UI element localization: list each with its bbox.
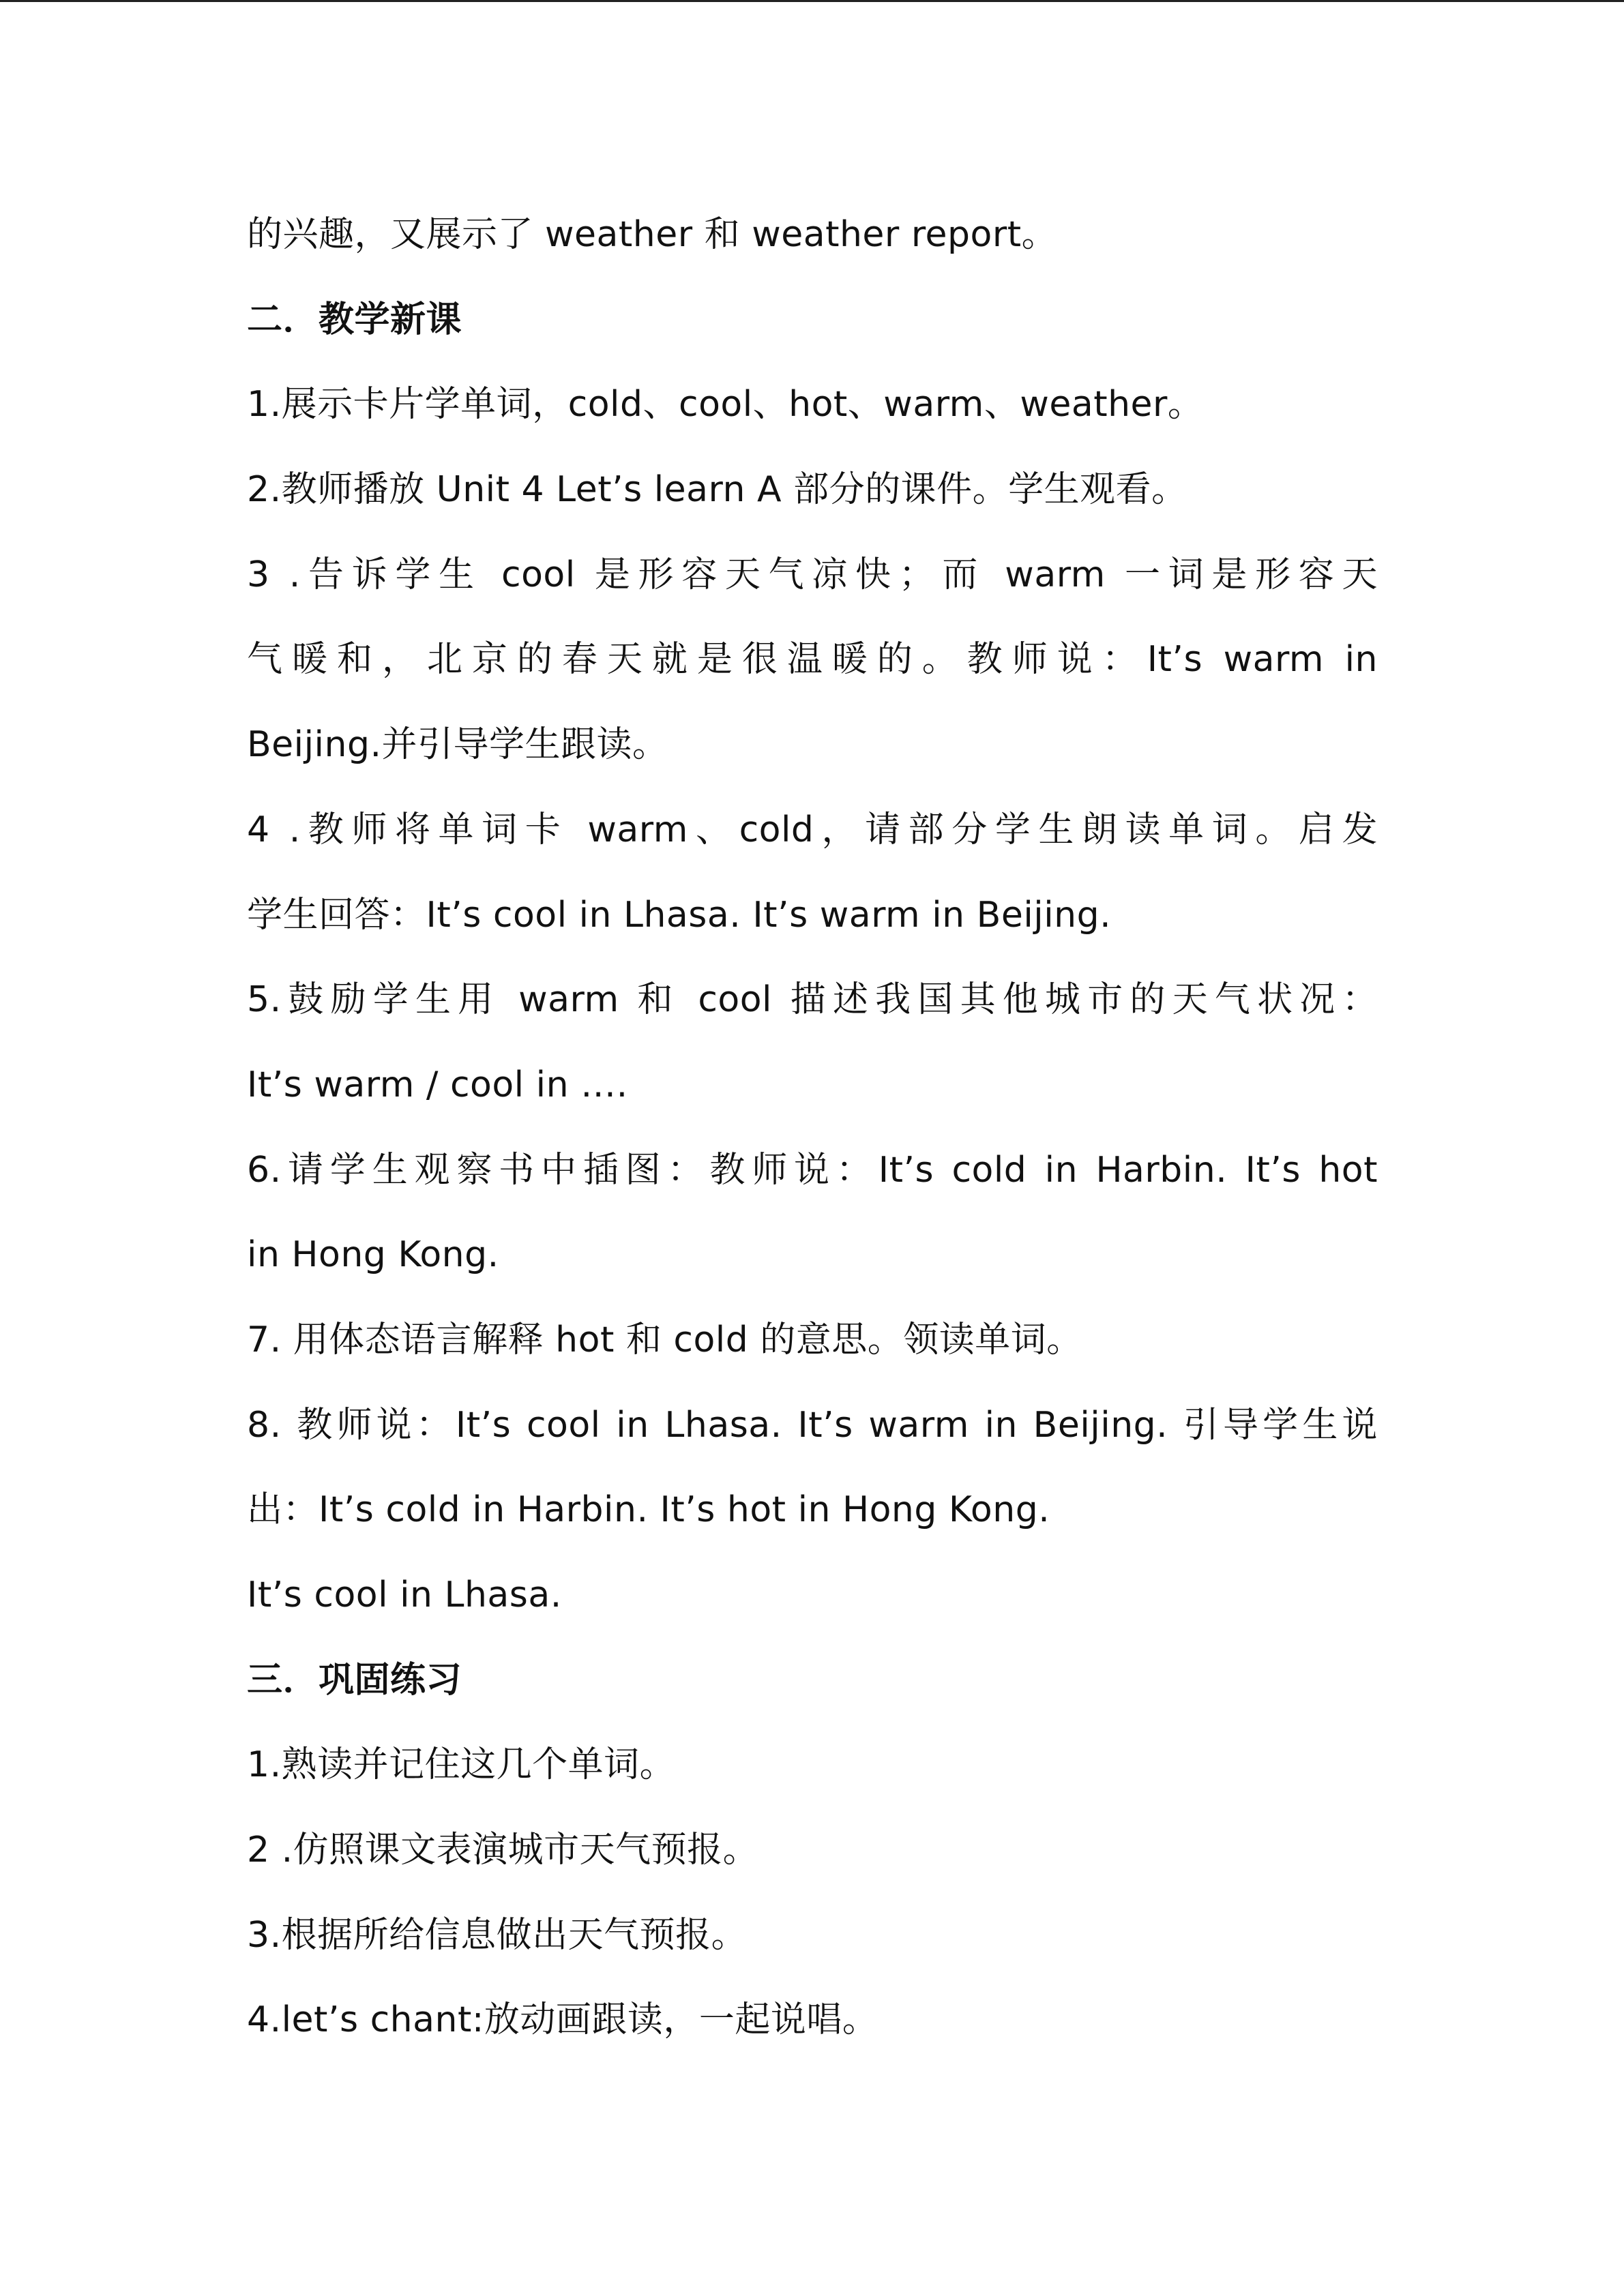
text-line: Beijing.并引导学生跟读。 (247, 724, 668, 766)
text-line: 1.展示卡片学单词，cold、cool、hot、warm、weather。 (247, 384, 1204, 426)
text-line: It’s warm / cool in …. (247, 1064, 628, 1105)
text-line: 学生回答：It’s cool in Lhasa. It’s warm in Beijing. (247, 894, 1112, 936)
text-line: 5.鼓励学生用 warm 和 cool 描述我国其他城市的天气状况： (247, 979, 1378, 1021)
text-line: 8. 教师说：It’s cool in Lhasa. It’s warm in Beijing. 引导学生说 (247, 1404, 1378, 1446)
section-heading-new-lesson: 二．教学新课 (247, 299, 462, 340)
section-heading-practice: 三．巩固练习 (247, 1659, 462, 1701)
text-line: 2.教师播放 Unit 4 Let’s learn A 部分的课件。学生观看。 (247, 469, 1187, 511)
text-line: 的兴趣，又展示了 weather 和 weather report。 (247, 214, 1058, 255)
text-line: 4 .教师将单词卡 warm、cold，请部分学生朗读单词。启发 (247, 809, 1378, 850)
text-line: 1.熟读并记住这几个单词。 (247, 1744, 676, 1786)
text-line: 出：It’s cold in Harbin. It’s hot in Hong Kong. (247, 1489, 1050, 1531)
text-line: 3 .告诉学生 cool 是形容天气凉快；而 warm 一词是形容天 (247, 554, 1378, 595)
text-line: 7. 用体态语言解释 hot 和 cold 的意思。领读单词。 (247, 1319, 1082, 1360)
text-line: 气暖和，北京的春天就是很温暖的。教师说：It’s warm in (247, 639, 1378, 681)
text-line: 4.let’s chant:放动画跟读，一起说唱。 (247, 1999, 879, 2041)
text-line: 2 .仿照课文表演城市天气预报。 (247, 1830, 759, 1871)
text-line: 6.请学生观察书中插图：教师说：It’s cold in Harbin. It’s hot (247, 1149, 1378, 1191)
document-body (247, 192, 1378, 2063)
text-line: 3.根据所给信息做出天气预报。 (247, 1914, 748, 1956)
text-line: It’s cool in Lhasa. (247, 1575, 562, 1615)
page-top-border (0, 0, 1624, 2)
text-line: in Hong Kong. (247, 1234, 499, 1276)
